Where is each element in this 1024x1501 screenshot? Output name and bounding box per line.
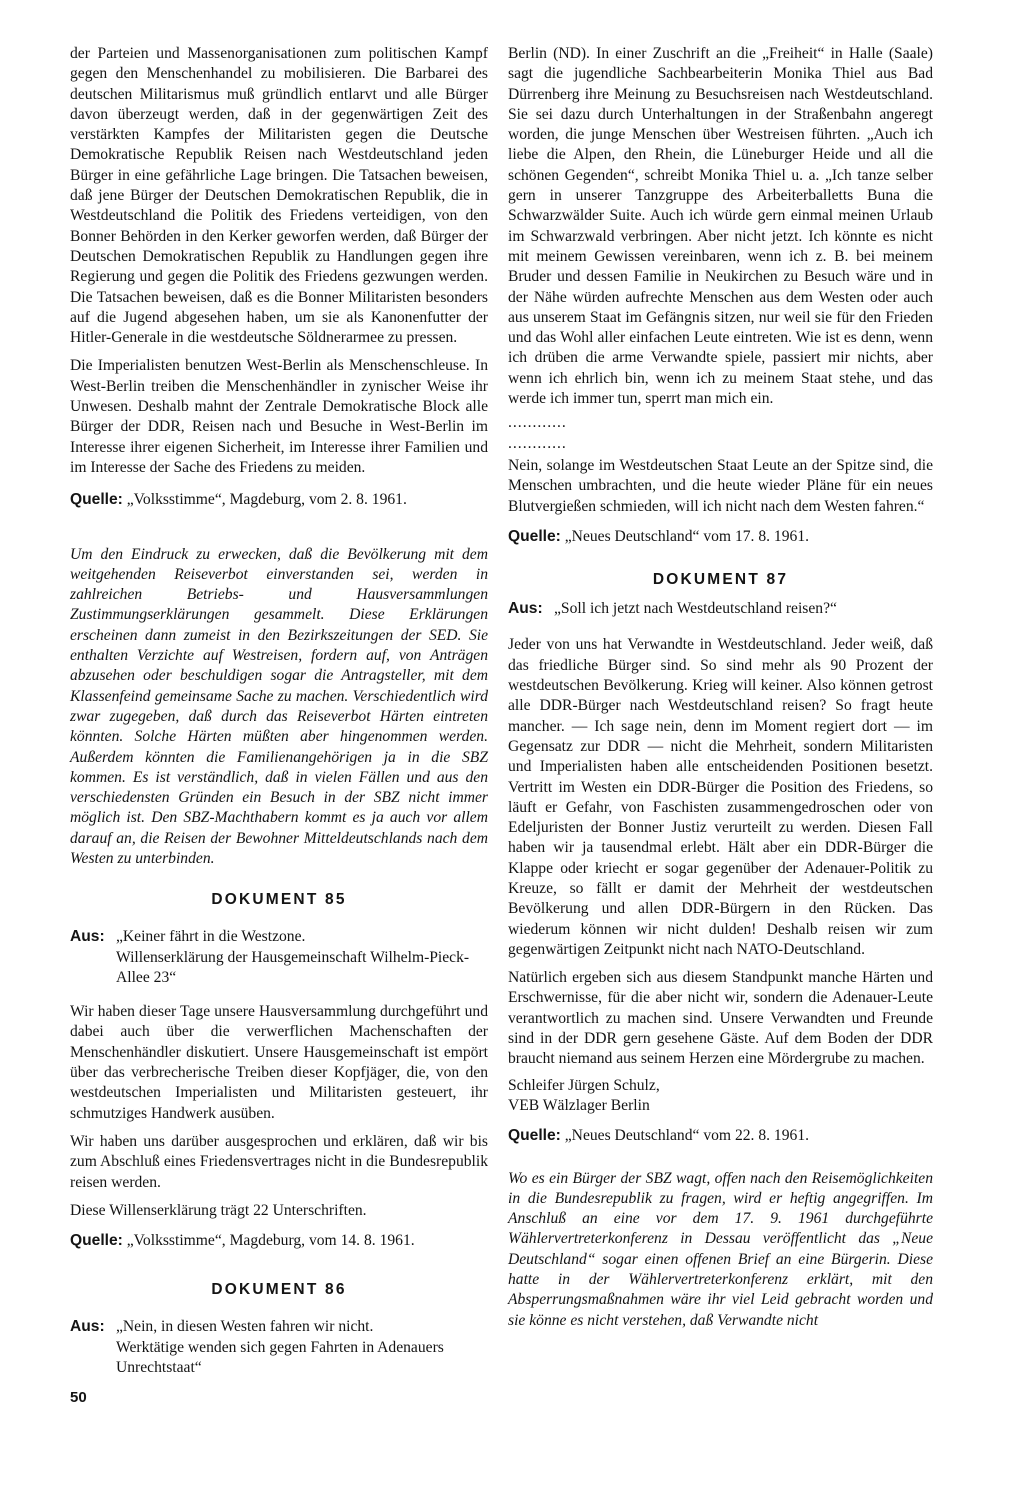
source-label: Quelle: (70, 1232, 123, 1250)
source-text: „Volksstimme“, Magdeburg, vom 2. 8. 1961. (126, 491, 407, 509)
editorial-commentary: Wo es ein Bürger der SBZ wagt, offen nach den Reisemöglichkeiten in die Bundesrepublik zu fragen, wird er heftig angegriffen. Im Anschluß an eine vor dem 17. 9. 1961 durchgeführte Wählervertreterkonferenz in Dessau veröffentlicht das „Neue Deutschland“ sogar einen offenen Brief an eine Bürgerin. Diese hatte in der Wählervertreterkonferenz erklärt, mit den Absperrungsmaßnahmen wäre ihr viel Leid gebracht worden und sie könne es nicht verstehen, daß Verwandte nicht (508, 1169, 933, 1329)
ellipsis-line: ............ (508, 414, 567, 432)
source-text: „Neues Deutschland“ vom 17. 8. 1961. (564, 527, 810, 545)
body-paragraph: Die Imperialisten benutzen West-Berlin als Menschenschleuse. In West-Berlin treiben die Menschenhändler in zynischer Weise ihr Unwesen. Deshalb mahnt der Zentrale Demokratische Block alle Bürger der DDR, Reisen nach und Besuche in West-Berlin im Interesse ihrer eigenen Sicherheit, im Interesse ihrer Familien und im Interesse der Sache des Friedens zu meiden. (70, 357, 488, 476)
body-paragraph: Natürlich ergeben sich aus diesem Standpunkt manche Härten und Erschwernisse, für die aber nicht wir, sondern die Adenauer-Leute verantwortlich zu machen sind. Unsere Verwandten und Freunde sind in der DDR gern gesehene Gäste. Auf dem Boden der DDR braucht niemand aus seinem Herzen eine Mördergrube zu machen. (508, 969, 933, 1068)
source-citation (70, 1231, 488, 1251)
aus-subtitle: Werktätige wenden sich gegen Fahrten in Adenauers Unrechtstaat“ (116, 1338, 444, 1377)
aus-subtitle: Willenserklärung der Hausgemeinschaft Wilhelm-Pieck-Allee 23“ (116, 948, 470, 986)
body-paragraph: Jeder von uns hat Verwandte in Westdeutschland. Jeder weiß, daß das friedliche Bürger sind. So sind mehr als 90 Prozent der westdeutschen Bevölkerung. Krieg will keiner. Also können getrost alle DDR-Bürger nach Westdeutschland reisen? So fragt heute mancher. — Ich sage nein, denn im Moment regiert dort — im Gegensatz zur DDR — nicht die Mehrheit, sondern Militaristen und Imperialisten haben alle entscheidenden Positionen besetzt. Vertritt im Westen ein DDR-Bürger die Position des Friedens, so läuft er Gefahr, von Faschisten zusammengedroschen oder von Edeljuristen der Bonner Justiz verurteilt zu werden. Diesen Fall haben wir ja tausendmal erlebt. Hält aber ein DDR-Bürger die Klappe oder kriecht er sogar gegenüber der Adenauer-Politik zu Kreuze, so fällt er damit der Mehrheit der westdeutschen Bevölkerung und allen DDR-Bürgern in den Rücken. Das wiederum können wir nicht dulden! Deshalb reisen wir zum gegenwärtigen Zeitpunkt nicht nach NATO-Deutschland. (508, 636, 933, 958)
signature-affiliation: VEB Wälzlager Berlin (508, 1096, 650, 1114)
source-label: Quelle: (70, 491, 123, 509)
source-text: „Volksstimme“, Magdeburg, vom 14. 8. 1961. (126, 1232, 415, 1250)
document-heading: DOKUMENT 85 (211, 891, 347, 909)
source-label: Quelle: (508, 1127, 561, 1145)
document-source (70, 927, 488, 988)
signature-name: Schleifer Jürgen Schulz, (508, 1076, 660, 1094)
document-heading: DOKUMENT 87 (652, 571, 789, 589)
page-number: 50 (70, 1389, 87, 1406)
body-paragraph: Berlin (ND). In einer Zuschrift an die „Freiheit“ in Halle (Saale) sagt die jugendliche Sachbearbeiterin Monika Thiel aus Bad Dürrenberg ihre Meinung zu Besuchsreisen nach Westdeutschland. Sie sei dazu durch Unterhaltungen in der Straßenbahn angeregt worden, die junge Menschen über Westreisen führten. „Auch ich liebe die Alpen, den Rhein, die Lüneburger Heide und all die schönen Gegenden“, schreibt Monika Thiel u. a. „Ich tanze selber gern in unserer Tanzgruppe des Arbeiterballetts Buna die Schwarzwälder Suite. Auch ich würde gern einmal meinen Urlaub im Schwarzwald verbringen. Aber nicht jetzt. Ich könnte es nicht mit meinem Gewissen vereinbaren, wenn ich z. B. bei meinem Bruder und dessen Familie in Neukirchen zu Besuch wäre und in der Nähe würden aufrechte Menschen aus dem Westen oder auch aus unserem Staat im Gefängnis sitzen, nur weil sie für den Frieden und das Wohl aller einfachen Leute eintreten. Wie ist es denn, wenn ich drüben die arme Verwandte spiele, passiert mir nichts, aber wenn ich ehrlich bin, wenn ich zu meinem Staat stehe, und das werde ich immer tun, sperrt man mich ein. (508, 45, 933, 408)
document-source (70, 1317, 488, 1378)
body-paragraph: Wir haben dieser Tage unsere Hausversammlung durchgeführt und dabei auch über die verwerflichen Machenschaften der Menschenhändler diskutiert. Unsere Hausgemeinschaft ist empört über das verbrecherische Treiben dieser Kopfjäger, die, von den westdeutschen Imperialisten und Militaristen gesteuert, ihr schmutziges Handwerk ausüben. (70, 1003, 488, 1122)
body-paragraph: der Parteien und Massenorganisationen zum politischen Kampf gegen den Menschenhandel zu mobilisieren. Die Barbarei des deutschen Militarismus muß gründlich entlarvt und alle Bürger davon überzeugt werden, daß in der gegenwärtigen Zeit des verstärkten Kampfes der Militaristen gegen die Deutsche Demokratische Republik Reisen nach Westdeutschland jeden Bürger in eine gefährliche Lage bringen. Die Tatsachen beweisen, daß jene Bürger der Deutschen Demokratischen Republik, die in Westdeutschland die Politik des Friedens verteidigen, von den Bonner Behörden in den Kerker geworfen werden, daß Bürger der Deutschen Demokratischen Republik zu Handlungen gegen ihre Regierung und gegen die Politik des Friedens gezwungen werden. Die Tatsachen beweisen, daß es die Bonner Militaristen besonders auf die Jugend abgesehen haben, um sie als Kanonenfutter der Hitler-Generale in die westdeutsche Söldnerarmee zu pressen. (70, 45, 488, 347)
body-paragraph: Nein, solange im Westdeutschen Staat Leute an der Spitze sind, die Menschen umbrachten, und die heute wieder Pläne für ein neues Blutvergießen schmieden, will ich nicht nach dem Westen fahren.“ (508, 456, 933, 515)
source-text: „Neues Deutschland“ vom 22. 8. 1961. (564, 1127, 810, 1145)
editorial-commentary: Um den Eindruck zu erwecken, daß die Bevölkerung mit dem weitgehenden Reiseverbot einverstanden sei, werden in zahlreichen Betriebs- und Hausversammlungen Zustimmungserklärungen gesammelt. Diese Erklärungen erscheinen dann zumeist in den Bezirkszeitungen der SED. Sie enthalten Verzichte auf Westreisen, fordern auf, von Anträgen abzusehen oder beschuldigen sogar die Antragsteller, mit dem Klassenfeind gemeinsame Sache zu machen. Verschiedentlich wird zwar zugegeben, daß durch das Reiseverbot Härten eintreten könnten. Solche Härten müßten aber hingenommen werden. Außerdem könnten die Familienangehörigen ja in die SBZ kommen. Es ist verständlich, daß in vielen Fällen und aus den verschiedensten Gründen ein Besuch in der SBZ nicht immer möglich ist. Den SBZ-Machthabern kommt es ja auch vor allem darauf an, die Reisen der Bewohner Mitteldeutschlands nach dem Westen zu unterbinden. (70, 545, 488, 867)
source-citation (508, 527, 933, 547)
body-paragraph: Wir haben uns darüber ausgesprochen und erklären, daß wir bis zum Abschluß eines Friedensvertrages nicht in die Bundesrepublik reisen werden. (70, 1132, 488, 1191)
left-column (70, 44, 488, 1378)
ellipsis-line: ............ (508, 434, 567, 452)
body-paragraph: Diese Willenserklärung trägt 22 Unterschriften. (70, 1201, 367, 1219)
aus-label: Aus: (508, 600, 543, 618)
aus-label: Aus: (70, 1318, 105, 1336)
source-label: Quelle: (508, 527, 561, 545)
document-heading: DOKUMENT 86 (211, 1281, 347, 1299)
aus-title: „Nein, in diesen Westen fahren wir nicht. (116, 1318, 374, 1336)
aus-title: „Keiner fährt in die Westzone. (116, 928, 306, 946)
right-column (508, 44, 933, 1331)
source-citation (508, 1126, 933, 1146)
aus-label: Aus: (70, 928, 105, 946)
source-citation (70, 490, 488, 510)
document-source (508, 599, 933, 619)
aus-title: „Soll ich jetzt nach Westdeutschland reisen?“ (554, 600, 837, 618)
